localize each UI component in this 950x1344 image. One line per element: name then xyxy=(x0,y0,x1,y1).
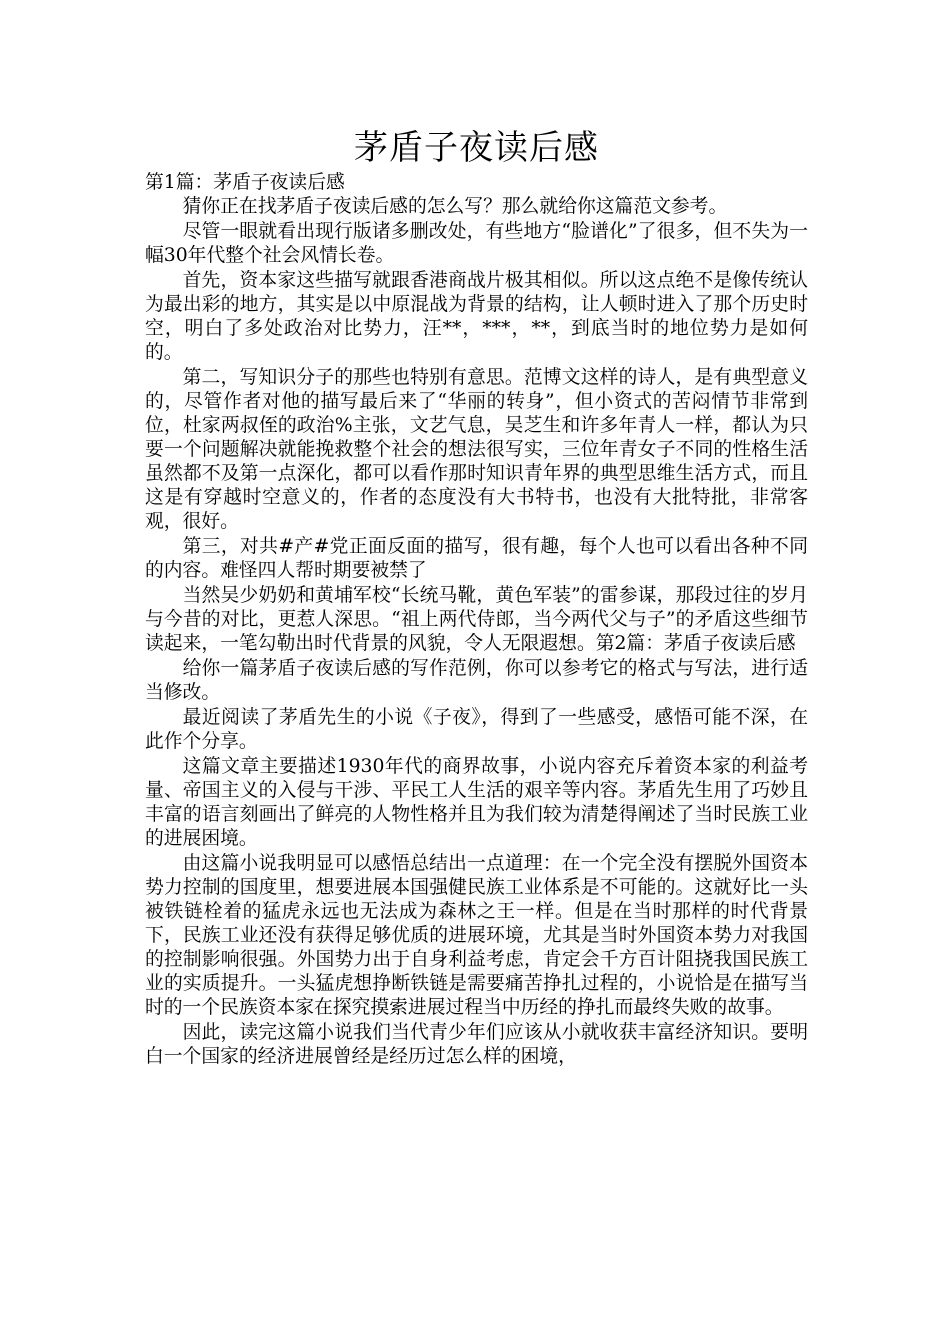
paragraph: 首先，资本家这些描写就跟香港商战片极其相似。所以这点绝不是像传统认为最出彩的地方，其实是以中原混战为背景的结构，让人顿时进入了那个历史时空，明白了多处政治对比势力，汪**，***，**，到底当时的地位势力是如何的。 xyxy=(145,270,808,363)
paragraph: 尽管一眼就看出现行版诸多删改处，有些地方“脸谱化”了很多，但不失为一幅30年代整个社会风情长卷。 xyxy=(145,221,808,266)
paragraph: 因此，读完这篇小说我们当代青少年们应该从小就收获丰富经济知识。要明白一个国家的经济进展曾经是经历过怎么样的困境， xyxy=(145,1022,808,1067)
paragraph: 猜你正在找茅盾子夜读后感的怎么写？那么就给你这篇范文参考。 xyxy=(182,196,728,217)
paragraph: 由这篇小说我明显可以感悟总结出一点道理：在一个完全没有摆脱外国资本势力控制的国度里，想要进展本国强健民族工业体系是不可能的。这就好比一头被铁链栓着的猛虎永远也无法成为森林之王一样。但是在当时那样的时代背景下，民族工业还没有获得足够优质的进展环境，尤其是当时外国资本势力对我国的控制影响很强。外国势力出于自身利益考虑，肯定会千方百计阻挠我国民族工业的实质提升。一头猛虎想挣断铁链是需要痛苦挣扎过程的，小说恰是在描写当时的一个民族资本家在探究摸索进展过程当中历经的挣扎而最终失败的故事。 xyxy=(145,853,808,1018)
paragraph: 最近阅读了茅盾先生的小说《子夜》，得到了一些感受，感悟可能不深，在此作个分享。 xyxy=(145,707,808,752)
paragraph: 第二，写知识分子的那些也特别有意思。范博文这样的诗人，是有典型意义的，尽管作者对他的描写最后来了“华丽的转身”，但小资式的苦闷情节非常到位，杜家两叔侄的政治%主张，文艺气息，吴芝生和许多年青人一样，都认为只要一个问题解决就能挽救整个社会的想法很写实，三位年青女子不同的性格生活虽然都不及第一点深化，都可以看作那时知识青年界的典型思维生活方式，而且这是有穿越时空意义的，作者的态度没有大书特书，也没有大批特批，非常客观，很好。 xyxy=(145,367,808,532)
paragraph: 这篇文章主要描述1930年代的商界故事，小说内容充斥着资本家的利益考量、帝国主义的入侵与干涉、平民工人生活的艰辛等内容。茅盾先生用了巧妙且丰富的语言刻画出了鲜亮的人物性格并且为我们较为清楚得阐述了当时民族工业的进展困境。 xyxy=(145,756,808,849)
document-body xyxy=(145,171,808,1069)
paragraph: 当然吴少奶奶和黄埔军校“长统马靴，黄色军装”的雷参谋，那段过往的岁月与今昔的对比，更惹人深思。“祖上两代侍郎，当今两代父与子”的矛盾这些细节读起来，一笔勾勒出时代背景的风貌，令人无限遐想。第2篇：茅盾子夜读后感 xyxy=(145,585,808,654)
document-title: 茅盾子夜读后感 xyxy=(354,128,599,168)
section-heading: 第1篇：茅盾子夜读后感 xyxy=(145,172,345,193)
paragraph: 第三，对共#产#党正面反面的描写，很有趣，每个人也可以看出各种不同的内容。难怪四人帮时期要被禁了 xyxy=(145,536,808,581)
paragraph: 给你一篇茅盾子夜读后感的写作范例，你可以参考它的格式与写法，进行适当修改。 xyxy=(145,658,808,703)
document-page xyxy=(145,125,808,1070)
